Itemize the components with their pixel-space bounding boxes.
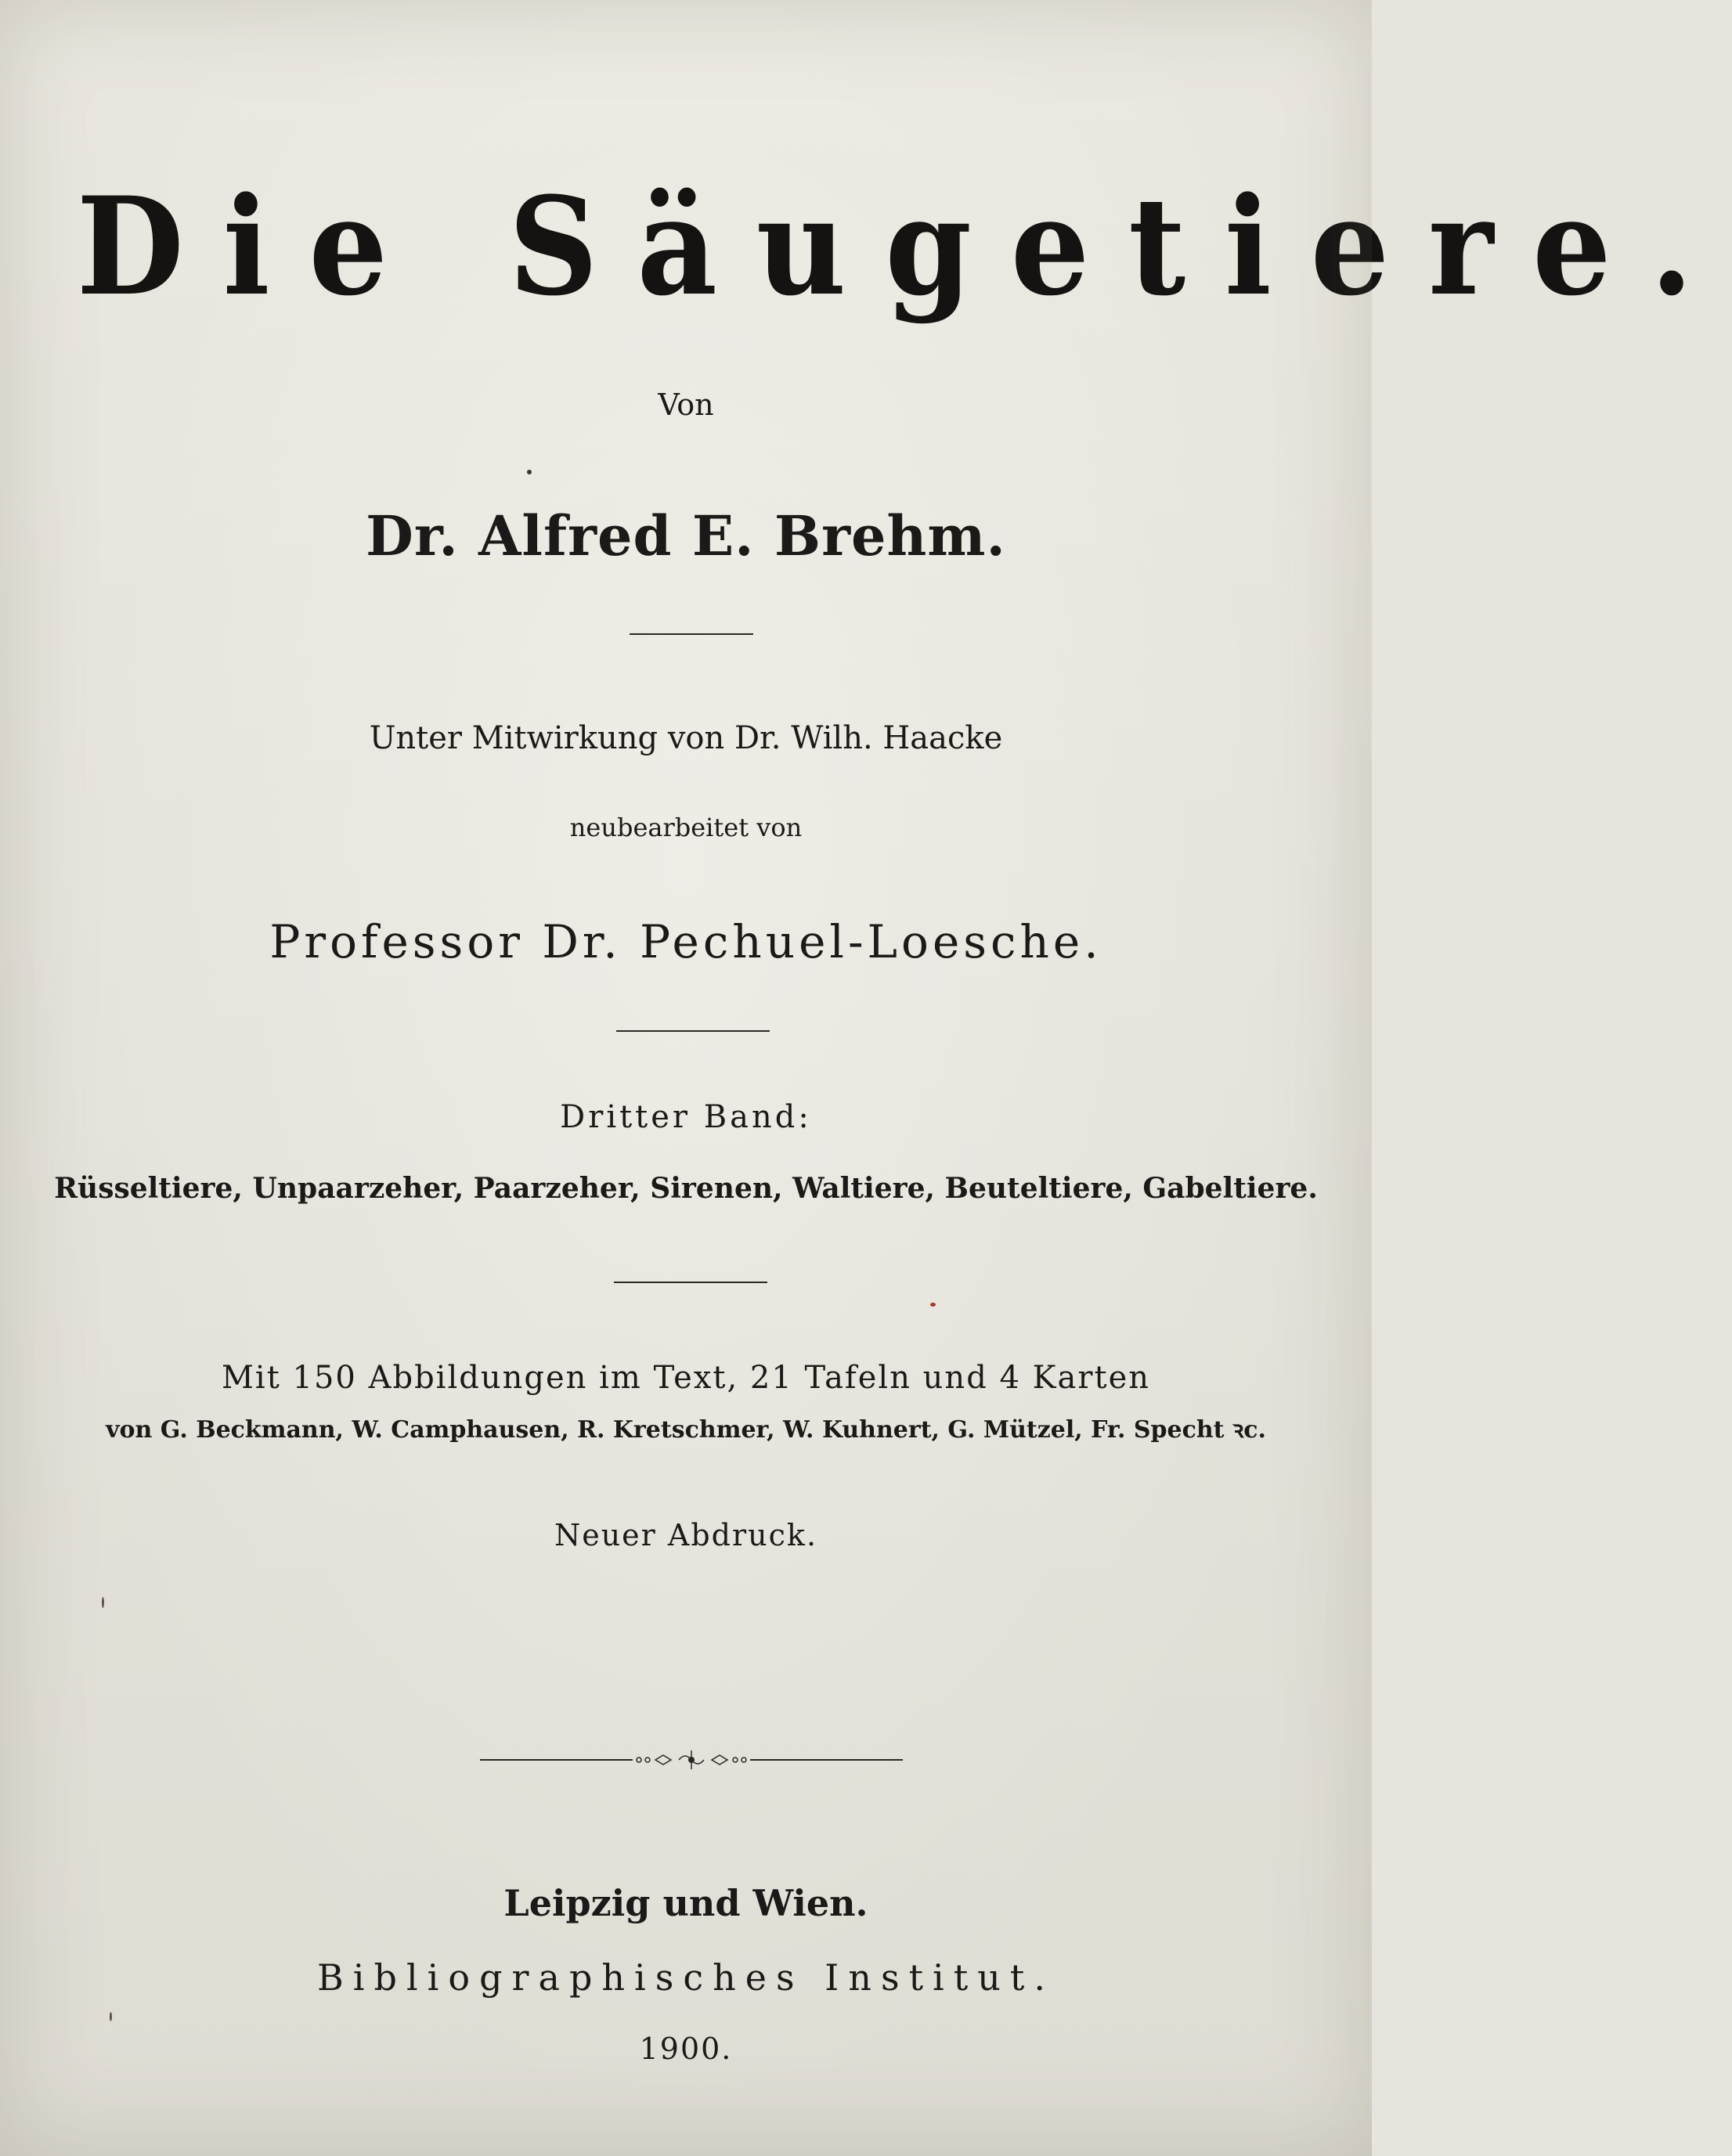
volume-contents: Rüsseltiere, Unpaarzeher, Paarzeher, Sirenen, Waltiere, Beuteltiere, Gabeltiere.	[54, 1172, 1318, 1205]
by-label: Von	[658, 388, 714, 422]
ink-dot	[527, 470, 532, 474]
edition-note: Neuer Abdruck.	[554, 1518, 818, 1552]
divider-rule	[630, 633, 753, 635]
stain-mark	[110, 2012, 112, 2021]
publication-place: Leipzig und Wien.	[503, 1882, 868, 1924]
divider-rule	[616, 1030, 770, 1032]
ornament-divider-icon	[480, 1744, 903, 1776]
editor-name: Professor Dr. Pechuel-Loesche.	[269, 915, 1102, 968]
author-name: Dr. Alfred E. Brehm.	[366, 503, 1006, 568]
revised-by-label: neubearbeitet von	[569, 813, 803, 842]
artists-line: von G. Beckmann, W. Camphausen, R. Kretschmer, W. Kuhnert, G. Mützel, Fr. Specht ꝛc.	[106, 1416, 1266, 1444]
book-title: Die Säugetiere.	[76, 167, 1732, 326]
publisher-name: Bibliographisches Institut.	[317, 1956, 1055, 1999]
collaboration-line: Unter Mitwirkung von Dr. Wilh. Haacke	[369, 720, 1003, 756]
stain-mark	[930, 1303, 936, 1307]
illustrations-line: Mit 150 Abbildungen im Text, 21 Tafeln und 4 Karten	[221, 1360, 1151, 1396]
stain-mark	[102, 1597, 104, 1608]
publication-year: 1900.	[639, 2032, 733, 2066]
divider-rule	[614, 1282, 767, 1283]
volume-label: Dritter Band:	[560, 1099, 812, 1135]
